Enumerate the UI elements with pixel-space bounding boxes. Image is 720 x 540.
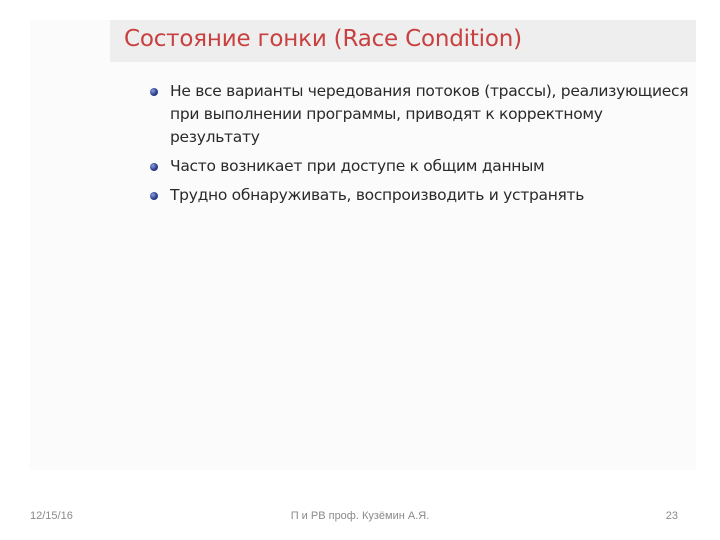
bullet-item xyxy=(150,80,695,149)
bullet-item xyxy=(150,184,695,207)
bullet-item xyxy=(150,155,695,178)
bullet-dot-icon xyxy=(150,88,158,96)
page-number: 23 xyxy=(665,510,678,522)
bullet-dot-icon xyxy=(150,163,158,171)
slide-title: Состояние гонки (Race Condition) xyxy=(124,26,522,52)
footer-date: 12/15/16 xyxy=(30,510,73,522)
bullet-text: Трудно обнаруживать, воспроизводить и устранять xyxy=(170,186,585,204)
footer-author: П и РВ проф. Кузёмин А.Я. xyxy=(290,510,430,522)
bullet-list xyxy=(150,80,695,213)
bullet-text: Не все варианты чередования потоков (трассы), реализующиеся при выполнении программы, приводят к корректному результату xyxy=(170,82,689,146)
bullet-text: Часто возникает при доступе к общим данным xyxy=(170,157,545,175)
bullet-dot-icon xyxy=(150,192,158,200)
